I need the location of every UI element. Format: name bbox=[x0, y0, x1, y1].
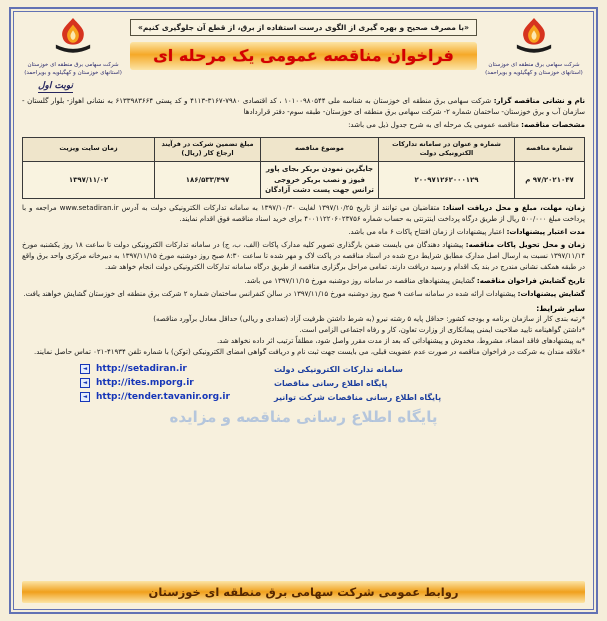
col-header-subject: موضوع مناقصه bbox=[261, 137, 379, 162]
link-label-mporg: پایگاه اطلاع رسانی مناقصات bbox=[274, 378, 388, 388]
paragraph-tenderer-name-address bbox=[22, 96, 585, 118]
company-caption-left-line2: (استانهای خوزستان و کهگیلویه و بویراحمد) bbox=[24, 69, 122, 76]
document-header bbox=[22, 17, 585, 78]
paragraph-text: متقاضیان می توانند از تاریخ ۱۳۹۷/۱۰/۲۵ لغایت ۱۳۹۷/۱۰/۳۰ به سامانه تدارکات الکترونیکی دولت به آدرس www.setadiran.ir مراجعه و با پرداخت مبلغ ۵۰۰/۰۰۰ ریال از طریق درگاه پرداخت اینترنتی به حساب شماره ۴۰۰۱۱۲۲۰۶۰۲۳۷۵۶ برای خرید اسناد مناقصه فوق اقدام نمایند. bbox=[22, 203, 585, 223]
other-terms-heading: سایر شرایط: bbox=[536, 304, 585, 313]
company-caption-right-line1: شرکت سهامی برق منطقه ای خوزستان bbox=[488, 62, 580, 68]
document-frame-outer bbox=[9, 7, 598, 614]
company-logo-block-left bbox=[22, 17, 124, 78]
paragraph-label: نام و نشانی مناقصه گزار: bbox=[493, 96, 586, 105]
watermark-text: پایگاه اطلاع رسانی مناقصه و مزایده bbox=[169, 408, 438, 426]
company-flame-logo-left-icon bbox=[52, 17, 94, 61]
paragraph-label: مشخصات مناقصه: bbox=[521, 121, 585, 130]
paragraph-label: مدت اعتبار پیشنهادات: bbox=[506, 227, 585, 236]
link-bullet-icon: ◄ bbox=[80, 392, 90, 402]
paragraph-envelope-delivery bbox=[22, 240, 585, 274]
link-row-mporg bbox=[80, 378, 585, 388]
link-row-setadiran bbox=[80, 364, 585, 374]
cell-subject: جایگزین نمودن بریکر بجای پاور فیوز و نصب بریکر خروجی ترانس جهت پست دشت آزادگان bbox=[261, 162, 379, 199]
term-item-token-registration: *علاقه مندان به شرکت در فراخوان مناقصه در صورت عدم عضویت قبلی، می بایست جهت ثبت نام و دریافت گواهی امضای الکترونیکی (توکن) با شماره تلفن ۴۱۹۳۴-۰۲۱ تماس حاصل نمایند. bbox=[34, 347, 585, 356]
col-header-site-visit-time: زمان سایت ویزیت bbox=[23, 137, 155, 162]
link-label-setadiran: سامانه تدارکات الکترونیکی دولت bbox=[274, 364, 403, 374]
document-frame-inner bbox=[13, 11, 594, 610]
company-logo-block-right bbox=[483, 17, 585, 78]
announcement-title: فراخوان مناقصه عمومی یک مرحله ای bbox=[130, 42, 477, 70]
paragraph-text: گشایش پیشنهادهای مناقصه در سامانه روز دوشنبه مورخ ۱۳۹۷/۱۱/۱۵ می باشد. bbox=[244, 276, 475, 285]
paragraph-document-purchase bbox=[22, 203, 585, 225]
links-section bbox=[22, 364, 585, 402]
col-header-tender-number: شماره مناقصه bbox=[515, 137, 585, 162]
company-caption-right bbox=[485, 62, 583, 78]
company-caption-left-line1: شرکت سهامی برق منطقه ای خوزستان bbox=[27, 62, 119, 68]
company-caption-left bbox=[24, 62, 122, 78]
col-header-setad-number-title: شماره و عنوان در سامانه تدارکات الکترونیکی دولت bbox=[379, 137, 515, 162]
cell-setad-number: ۲۰۰۹۷۱۲۶۲۰۰۰۱۲۹ bbox=[379, 162, 515, 199]
tender-table bbox=[22, 137, 585, 199]
cell-guarantee-amount: ۱۸۶/۵۳۳/۴۹۷ bbox=[155, 162, 261, 199]
footer-public-relations: روابط عمومی شرکت سهامی برق منطقه ای خوزستان bbox=[22, 581, 585, 603]
paragraph-text: پیشنهادات ارائه شده در سامانه ساعت ۹ صبح روز دوشنبه مورخ ۱۳۹۷/۱۱/۱۵ در سالن کنفرانس ساختمان شماره ۲ شرکت برق منطقه ای خوزستان گشایش خواهند یافت. bbox=[23, 289, 516, 298]
paragraph-label: زمان، مهلت، مبلغ و محل دریافت اسناد: bbox=[442, 203, 585, 212]
term-item-ranking: *رتبه بندی کار از سازمان برنامه و بودجه کشور: حداقل پایه ۵ رشته نیرو (به شرط داشتن ظرفیت آزاد (تعدادی و ریالی) حداقل معادل برآورد مناقصه) bbox=[153, 315, 585, 323]
paragraph-label: گشایش پیشنهادات: bbox=[517, 289, 585, 298]
company-flame-logo-right-icon bbox=[513, 17, 555, 61]
paragraph-label: تاریخ گشایش فراخوان مناقصه: bbox=[476, 276, 585, 285]
company-caption-right-line2: (استانهای خوزستان و کهگیلویه و بویراحمد) bbox=[485, 69, 583, 76]
link-tender-tavanir[interactable]: http://tender.tavanir.org.ir bbox=[96, 392, 230, 403]
paragraph-text: پیشنهاد دهندگان می بایست ضمن بارگذاری تصویر کلیه مدارک پاکات (الف، ب، ج) در سامانه تدارکات الکترونیکی دولت تا ساعت ۱۸ روز یکشنبه مورخ ۱۳۹۷/۱۱/۱۴ نسبت به ارسال اصل مدارک مطابق شرایط درج شده در اسناد مناقصه در پاکت لاک و مهر شده تا ساعت ۸:۳۰ صبح روز دوشنبه مورخ ۱۳۹۷/۱۱/۱۵ به دبیرخانه مرکزی واحد برق واقع در طبقه همکف نشانی مندرج در بند یک اقدام و رسید دریافت دارند. تمامی مراحل برگزاری مناقصه از طریق درگاه سامانه تدارکات الکترونیکی دولت انجام خواهد شد. bbox=[22, 241, 585, 272]
header-center bbox=[124, 17, 483, 70]
term-item-invalid-proposals: *به پیشنهادهای فاقد امضاء، مشروط، مخدوش و پیشنهاداتی که بعد از مدت مقرر واصل شود، مطلقاً ترتیب اثر داده نخواهد شد. bbox=[216, 336, 585, 345]
link-bullet-icon: ◄ bbox=[80, 378, 90, 388]
term-item-safety-certificate: *داشتن گواهینامه تایید صلاحیت ایمنی پیمانکاری از وزارت تعاون، کار و رفاه اجتماعی الزامی است. bbox=[299, 325, 585, 334]
link-setadiran[interactable]: http://setadiran.ir bbox=[96, 364, 187, 375]
paragraph-tender-specs bbox=[22, 120, 585, 131]
paragraph-text: شرکت سهامی برق منطقه ای خوزستان به شناسه ملی ۱۰۱۰۰۹۸۰۵۴۴ ، کد اقتصادی ۷۹۸۰-۳۱۶۷-۴۱۱۳ و کد پستی ۶۱۳۳۹۸۳۶۶۴ به نشانی اهواز- بلوار گلستان - سازمان آب و برق خوزستان- ساختمان شماره ۲- شرکت سهامی برق منطقه ای خوزستان- طبقه سوم- دفتر قراردادها bbox=[22, 96, 585, 117]
link-ites-mporg[interactable]: http://ites.mporg.ir bbox=[96, 378, 194, 389]
round-label: نوبت اول bbox=[38, 80, 74, 91]
link-row-tavanir bbox=[80, 392, 585, 402]
cell-site-visit-date: ۱۳۹۷/۱۱/۰۲ bbox=[23, 162, 155, 199]
link-label-tavanir: پایگاه اطلاع رسانی مناقصات شرکت توانیر bbox=[274, 392, 442, 402]
paragraph-label: زمان و محل تحویل پاکات مناقصه: bbox=[465, 241, 585, 250]
paragraph-text: اعتبار پیشنهادات از زمان افتتاح پاکات ۶ ماه می باشد. bbox=[348, 227, 505, 236]
link-bullet-icon: ◄ bbox=[80, 364, 90, 374]
paragraph-proposal-validity bbox=[22, 227, 585, 238]
table-header-row bbox=[23, 137, 585, 162]
paragraph-opening-date bbox=[22, 276, 585, 287]
table-row bbox=[23, 162, 585, 199]
cell-tender-number: ۹۷/۲۰۲۱۰۴۷ م bbox=[515, 162, 585, 199]
paragraph-text: مناقصه عمومی یک مرحله ای به شرح جدول ذیل می باشد: bbox=[348, 121, 519, 130]
paragraph-proposal-opening bbox=[22, 289, 585, 300]
col-header-guarantee-amount: مبلغ تضمین شرکت در فرآیند ارجاع کار (ریال) bbox=[155, 137, 261, 162]
slogan-text: «با مصرف صحیح و بهره گیری از الگوی درست استفاده از برق، از قطع آن جلوگیری کنیم» bbox=[130, 19, 477, 36]
